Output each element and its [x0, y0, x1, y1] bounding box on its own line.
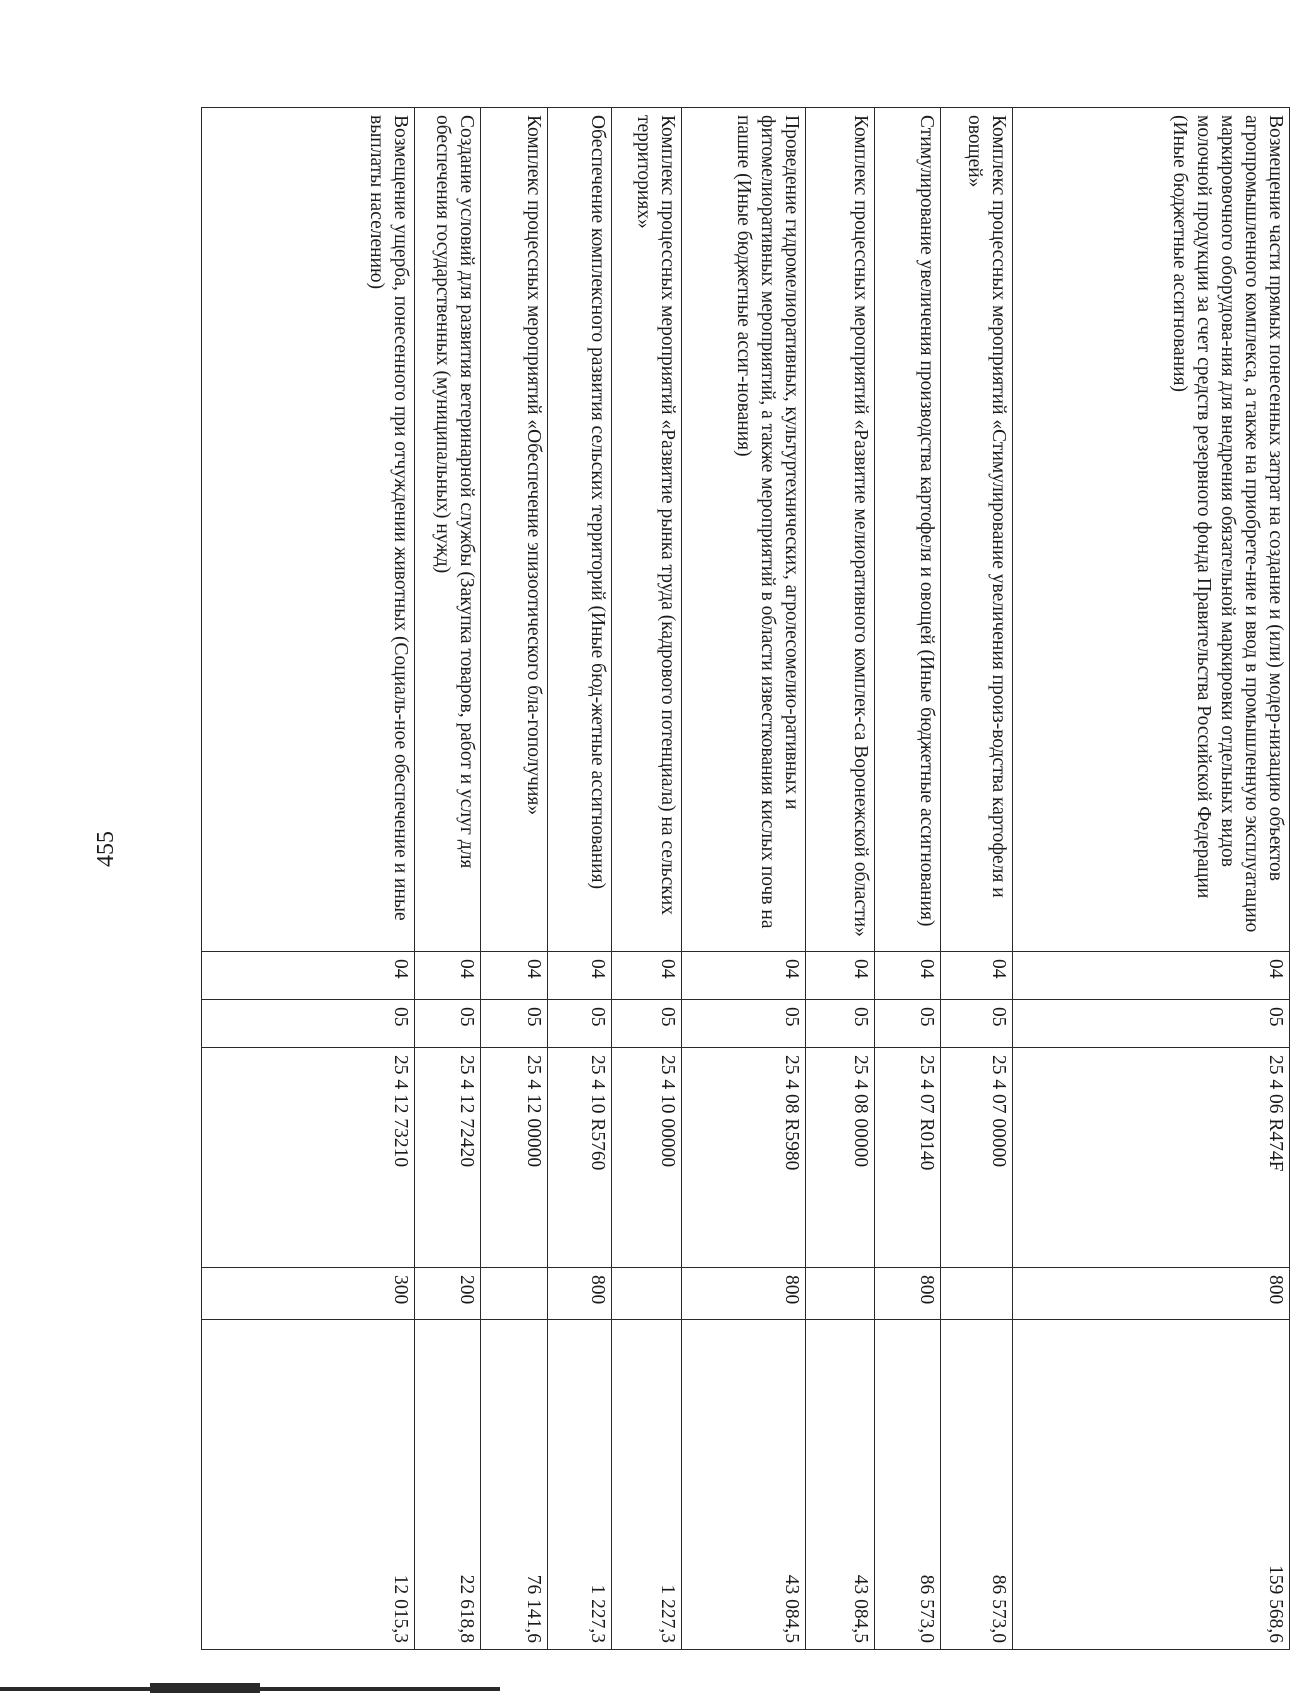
- row-name: Возмещение ущерба, понесенного при отчуждении животных (Социаль-ное обеспечение и иные выплаты населению): [202, 108, 415, 952]
- row-pr: 05: [682, 1000, 806, 1048]
- row-name: Комплекс процессных мероприятий «Развитие рынка труда (кадрового потенциала) на сельских территориях»: [612, 108, 682, 952]
- row-sum: 43 084,5: [806, 1320, 875, 1650]
- row-csr: 25 4 12 72420: [415, 1048, 481, 1268]
- row-csr: 25 4 08 00000: [806, 1048, 875, 1268]
- row-rz: 04: [481, 952, 548, 1000]
- row-vr: 800: [548, 1268, 612, 1320]
- row-pr: 05: [1013, 1000, 1290, 1048]
- row-name: Комплекс процессных мероприятий «Развитие мелиоративного комплек-са Воронежской области»: [806, 108, 875, 952]
- row-name: Проведение гидромелиоративных, культуртехнических, агролесомелио-ративных и фитомелиоративных мероприятий, а также мероприятий в области известкования кислых почв на пашне (Иные бюджетные ассиг-нования): [682, 108, 806, 952]
- table-row: [612, 108, 682, 1650]
- row-rz: 04: [875, 952, 941, 1000]
- table-row: [806, 108, 875, 1650]
- row-sum: 86 573,0: [941, 1320, 1013, 1650]
- row-name: Создание условий для развития ветеринарной службы (Закупка товаров, работ и услуг для обеспечения государственных (муниципальных) нужд): [415, 108, 481, 952]
- row-sum: 86 573,0: [875, 1320, 941, 1650]
- row-sum: 159 568,6: [1013, 1320, 1290, 1650]
- row-vr: 800: [875, 1268, 941, 1320]
- row-csr: 25 4 08 R5980: [682, 1048, 806, 1268]
- row-vr: 800: [1013, 1268, 1290, 1320]
- table-row: [682, 108, 806, 1650]
- row-name: Комплекс процессных мероприятий «Обеспечение эпизоотического бла-гополучия»: [481, 108, 548, 952]
- row-vr: [806, 1268, 875, 1320]
- table-row: [481, 108, 548, 1650]
- row-vr: [941, 1268, 1013, 1320]
- row-sum: 12 015,3: [202, 1320, 415, 1650]
- table-row: [548, 108, 612, 1650]
- row-pr: 05: [941, 1000, 1013, 1048]
- row-sum: 76 141,6: [481, 1320, 548, 1650]
- row-csr: 25 4 07 R0140: [875, 1048, 941, 1268]
- table-row: [941, 108, 1013, 1650]
- row-sum: 22 618,8: [415, 1320, 481, 1650]
- row-rz: 04: [612, 952, 682, 1000]
- row-csr: 25 4 06 R474F: [1013, 1048, 1290, 1268]
- row-rz: 04: [941, 952, 1013, 1000]
- row-name: Стимулирование увеличения производства картофеля и овощей (Иные бюджетные ассигнования): [875, 108, 941, 952]
- table-row: [1013, 108, 1290, 1650]
- row-pr: 05: [875, 1000, 941, 1048]
- row-pr: 05: [612, 1000, 682, 1048]
- page-number: 455: [93, 831, 119, 867]
- row-csr: 25 4 10 00000: [612, 1048, 682, 1268]
- row-vr: 800: [682, 1268, 806, 1320]
- row-rz: 04: [548, 952, 612, 1000]
- row-vr: [481, 1268, 548, 1320]
- row-name: Возмещение части прямых понесенных затрат на создание и (или) модер-низацию объектов агропромышленного комплекса, а также на приобрете-ние и ввод в промышленную эксплуатацию маркировочного оборудова-ния для внедрения обязательной маркировки отдельных видов молочной продукции за счет средств резервного фонда Правительства Российской Федерации (Иные бюджетные ассигнования): [1013, 108, 1290, 952]
- row-pr: 05: [548, 1000, 612, 1048]
- row-rz: 04: [682, 952, 806, 1000]
- row-rz: 04: [202, 952, 415, 1000]
- row-csr: 25 4 07 00000: [941, 1048, 1013, 1268]
- scan-edge-bar: [0, 1687, 500, 1691]
- row-csr: 25 4 12 00000: [481, 1048, 548, 1268]
- rotated-table-wrapper: [201, 107, 1290, 1649]
- budget-table: [201, 107, 1290, 1650]
- row-rz: 04: [806, 952, 875, 1000]
- row-vr: 300: [202, 1268, 415, 1320]
- table-row: [875, 108, 941, 1650]
- row-sum: 43 084,5: [682, 1320, 806, 1650]
- row-sum: 1 227,3: [548, 1320, 612, 1650]
- row-pr: 05: [202, 1000, 415, 1048]
- table-row: [415, 108, 481, 1650]
- row-vr: [612, 1268, 682, 1320]
- row-csr: 25 4 10 R5760: [548, 1048, 612, 1268]
- row-csr: 25 4 12 73210: [202, 1048, 415, 1268]
- row-sum: 1 227,3: [612, 1320, 682, 1650]
- row-name: Обеспечение комплексного развития сельских территорий (Иные бюд-жетные ассигнования): [548, 108, 612, 952]
- table-row: [202, 108, 415, 1650]
- row-pr: 05: [806, 1000, 875, 1048]
- row-name: Комплекс процессных мероприятий «Стимулирование увеличения произ-водства картофеля и овощей»: [941, 108, 1013, 952]
- row-rz: 04: [415, 952, 481, 1000]
- row-pr: 05: [481, 1000, 548, 1048]
- row-pr: 05: [415, 1000, 481, 1048]
- row-vr: 200: [415, 1268, 481, 1320]
- row-rz: 04: [1013, 952, 1290, 1000]
